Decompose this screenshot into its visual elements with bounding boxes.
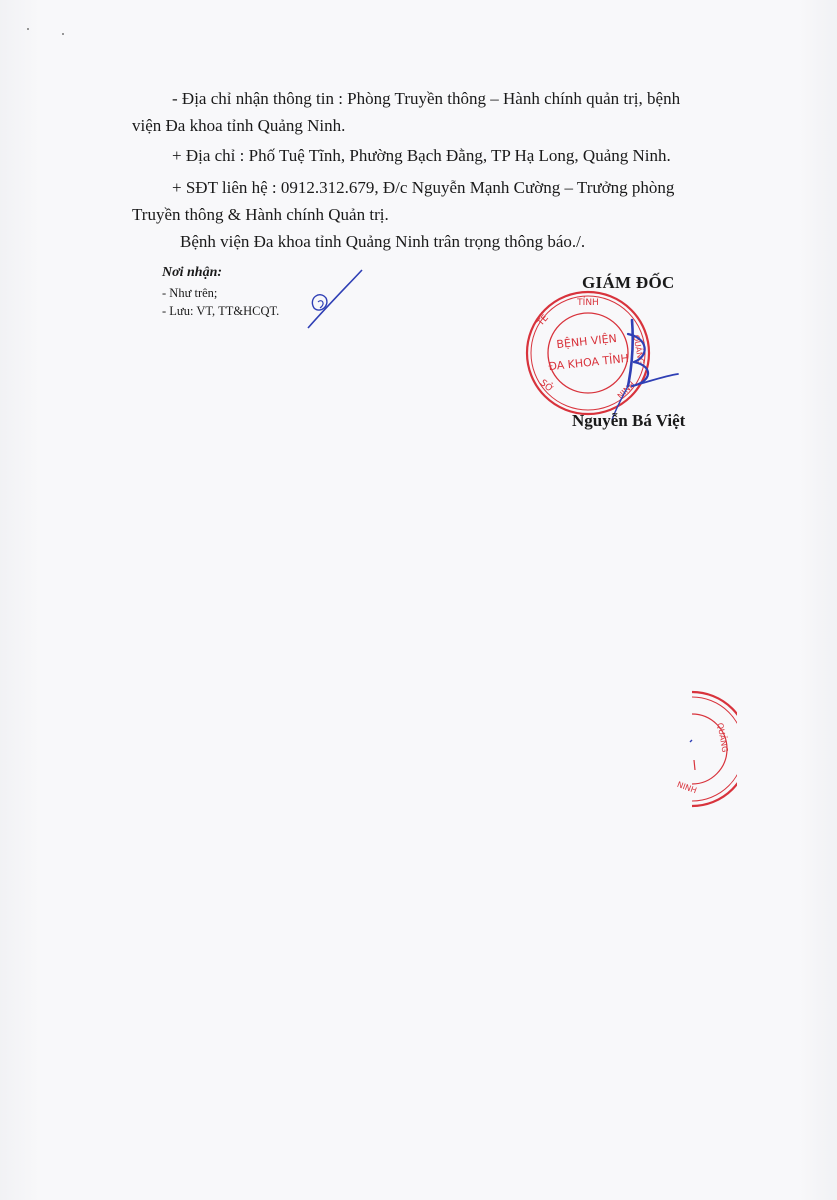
seal-ring-bottom-left: SỞ xyxy=(537,378,555,395)
body-line-5: Truyền thông & Hành chính Quản trị. xyxy=(132,205,389,224)
signature-title: GIÁM ĐỐC xyxy=(582,273,675,292)
recipient-item: - Lưu: VT, TT&HCQT. xyxy=(162,304,280,318)
director-signature xyxy=(598,316,688,426)
scan-speck xyxy=(27,28,29,30)
scan-speck xyxy=(62,33,64,35)
signature-name: Nguyễn Bá Việt xyxy=(572,411,686,430)
body-line-3: + Địa chỉ : Phố Tuệ Tĩnh, Phường Bạch Đằng, TP Hạ Long, Quảng Ninh. xyxy=(172,146,671,165)
recipients-title: Nơi nhận: xyxy=(162,265,223,280)
body-line-1: - Địa chỉ nhận thông tin : Phòng Truyền thông – Hành chính quản trị, bệnh xyxy=(172,89,681,108)
seal-center-line-2: ĐA KHOA TỈNH xyxy=(547,351,630,374)
body-line-2: viện Đa khoa tỉnh Quảng Ninh. xyxy=(132,116,346,135)
edge-seal-ring-right: QUẢNG xyxy=(715,722,730,754)
seal-center-line-1: BỆNH VIỆN xyxy=(555,331,618,352)
initials-signature xyxy=(290,268,370,338)
seal-ring-top: TỈNH xyxy=(577,298,599,308)
seal-ring-left: TẾ xyxy=(536,313,551,329)
body-line-6: Bệnh viện Đa khoa tỉnh Quảng Ninh trân trọng thông báo./. xyxy=(180,232,586,251)
seal-ring-right: QUẢNG xyxy=(631,334,646,366)
body-line-4: + SĐT liên hệ : 0912.312.679, Đ/c Nguyễn Mạnh Cường – Trưởng phòng xyxy=(172,178,675,197)
edge-seal-ring-bottom: NINH xyxy=(675,779,698,796)
edge-seal xyxy=(672,688,737,810)
seal-ring-bottom-right: NINH xyxy=(615,379,637,401)
recipient-item: - Như trên; xyxy=(162,286,218,300)
